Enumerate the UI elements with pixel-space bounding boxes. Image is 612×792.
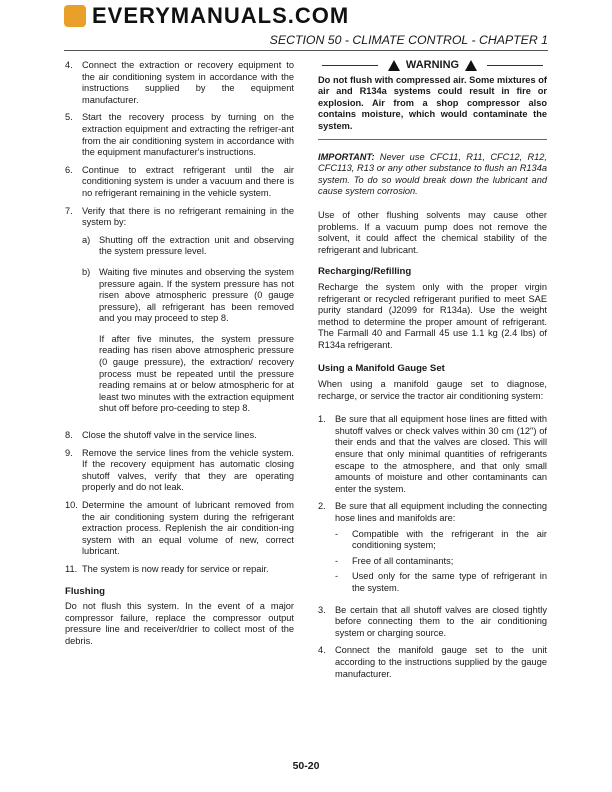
divider — [487, 65, 543, 66]
solvents-paragraph: Use of other flushing solvents may cause other problems. If a vacuum pump does not remove the solvent, it could affect the chemical stability of the refrigerant and lubricant. — [318, 209, 547, 255]
recharging-text: Recharge the system only with the proper virgin refrigerant or recycled refrigerant purified to meet SAE purity standard (J2099 for R134a). Use the weight method to determine the proper amount of refrigerant. The Farmall 40 and Farmall 45 use 1.1 kg (2.4 lbs) of R134a refrigerant. — [318, 281, 547, 350]
bullet-text: Free of all contaminants; — [352, 555, 454, 566]
manifold-step-4 — [318, 645, 547, 680]
manifold-intro: When using a manifold gauge set to diagnose, recharge, or service the tractor air conditioning system: — [318, 379, 547, 401]
important-text: Never use CFC11, R11, CFC12, R12, CFC113, R13 or any other substance to flush an R134a system. To do so would break down the lubricant and cause system corrosion. — [318, 151, 547, 197]
divider — [318, 139, 547, 140]
important-note — [318, 152, 547, 198]
substep-label: b) — [82, 266, 91, 277]
step-9 — [65, 448, 294, 494]
dash-bullet: - — [335, 555, 339, 566]
substep-b — [82, 267, 294, 415]
manifold-heading: Using a Manifold Gauge Set — [318, 363, 445, 375]
step-number: 6. — [65, 164, 73, 175]
step-11 — [65, 564, 294, 576]
step-number: 9. — [65, 447, 73, 458]
warning-text: Do not flush with compressed air. Some mixtures of air and R134a systems could result in fire or explosion. Air from a shop compressor also contains moisture, which would contaminate the system. — [318, 74, 547, 131]
step-text: Be certain that all shutoff valves are closed tightly before connecting them to the air conditioning system or charging source. — [335, 604, 547, 638]
step-text: Verify that there is no refrigerant remaining in the system by: — [82, 205, 294, 228]
step-text: Be sure that all equipment hose lines are fitted with shutoff valves or check valves within 30 cm (12") of their ends and that the valves are closed. This will ensure that only minimal quantities of refrigerants escape to the atmosphere, and that only small amounts of moisture and other contaminants can enter the system. — [335, 414, 547, 494]
manifold-step-3 — [318, 605, 547, 640]
flushing-text: Do not flush this system. In the event of a major compressor failure, replace the compressor output pressure line and receiver/drier to collect most of the debris. — [65, 601, 294, 646]
watermark — [64, 3, 349, 29]
divider — [322, 65, 378, 66]
bullet-item — [335, 556, 547, 568]
bullet-item — [335, 571, 547, 594]
step-10 — [65, 500, 294, 558]
page-number: 50-20 — [292, 760, 320, 772]
important-label: IMPORTANT: — [318, 151, 375, 162]
step-number: 11. — [65, 563, 78, 574]
step-text: Be sure that all equipment including the connecting hose lines and manifolds are: — [335, 501, 547, 523]
step-number: 8. — [65, 430, 73, 441]
substep-text-continued: If after five minutes, the system pressure reading has risen above atmospheric pressure (0 gauge pressure), the extraction/ recovery process must be repeated until the pressure reading remains at or below atmospheric for at least two minutes with the extraction equipment shut off before pro-ceeding to step 8. — [99, 333, 294, 414]
step-number: 4. — [65, 60, 73, 70]
step-number: 7. — [65, 205, 73, 216]
watermark-text: EVERYMANUALS.COM — [92, 3, 350, 28]
substep-label: a) — [82, 234, 91, 245]
manifold-step-1 — [318, 414, 547, 495]
step-text: Close the shutoff valve in the service lines. — [82, 430, 257, 441]
step-text: Continue to extract refrigerant until the air conditioning system is under a vacuum and there is no refrigerant remaining in the vehicle system. — [82, 164, 294, 198]
dash-bullet: - — [335, 528, 339, 539]
header-rule — [64, 50, 548, 51]
step-number: 10. — [65, 500, 78, 510]
flushing-heading: Flushing — [65, 585, 105, 597]
step-text: Connect the extraction or recovery equipment to the air conditioning system in accordance with the instructions supplied by the equipment manufacturer. — [82, 60, 294, 105]
substep-text: Waiting five minutes and observing the system pressure again. If the system pressure has not risen above atmospheric pressure (0 gauge pressure), all refrigerant has been removed and you may proceed to step 8. — [99, 266, 294, 324]
manifold-step-2 — [318, 501, 547, 598]
step-8 — [65, 430, 294, 442]
substep-text: Shutting off the extraction unit and observing the system pressure level. — [99, 234, 294, 257]
step-text: Remove the service lines from the vehicle system. If the recovery equipment has automatic closing shutoff valves, verify that they are operating properly and do not leak. — [82, 447, 294, 493]
step-number: 5. — [65, 112, 73, 123]
watermark-logo-icon — [64, 5, 86, 27]
step-text: The system is now ready for service or repair. — [82, 563, 269, 574]
step-number: 2. — [318, 501, 326, 512]
bullet-text: Used only for the same type of refrigerant in the system. — [352, 571, 547, 593]
step-number: 3. — [318, 604, 326, 615]
right-column — [318, 60, 547, 686]
warning-header — [318, 60, 547, 72]
dash-bullet: - — [335, 571, 339, 582]
recharging-heading: Recharging/Refilling — [318, 266, 412, 278]
step-7 — [65, 206, 294, 425]
page-header: SECTION 50 - CLIMATE CONTROL - CHAPTER 1 — [269, 33, 548, 47]
step-text: Determine the amount of lubricant removed from the air conditioning system during the refrigerant extraction process. Replenish the air condition-ing system with an equal volume of new, correct lubricant. — [82, 500, 294, 557]
step-5 — [65, 112, 294, 158]
step-4 — [65, 60, 294, 106]
step-6 — [65, 165, 294, 200]
warning-triangle-icon — [388, 60, 400, 71]
warning-label: WARNING — [405, 59, 460, 71]
bullet-item — [335, 529, 547, 552]
step-text: Start the recovery process by turning on the extraction equipment and extracting the refriger-ant from the air conditioning system in accordance with the equipment manufacturer's instructions. — [82, 112, 294, 158]
substep-a — [82, 235, 294, 258]
bullet-text: Compatible with the refrigerant in the air conditioning system; — [352, 528, 547, 551]
step-number: 4. — [318, 645, 326, 656]
step-text: Connect the manifold gauge set to the unit according to the instructions supplied by the gauge manufacturer. — [335, 645, 547, 679]
step-number: 1. — [318, 414, 326, 425]
warning-triangle-icon — [465, 60, 477, 71]
left-column — [65, 60, 294, 654]
